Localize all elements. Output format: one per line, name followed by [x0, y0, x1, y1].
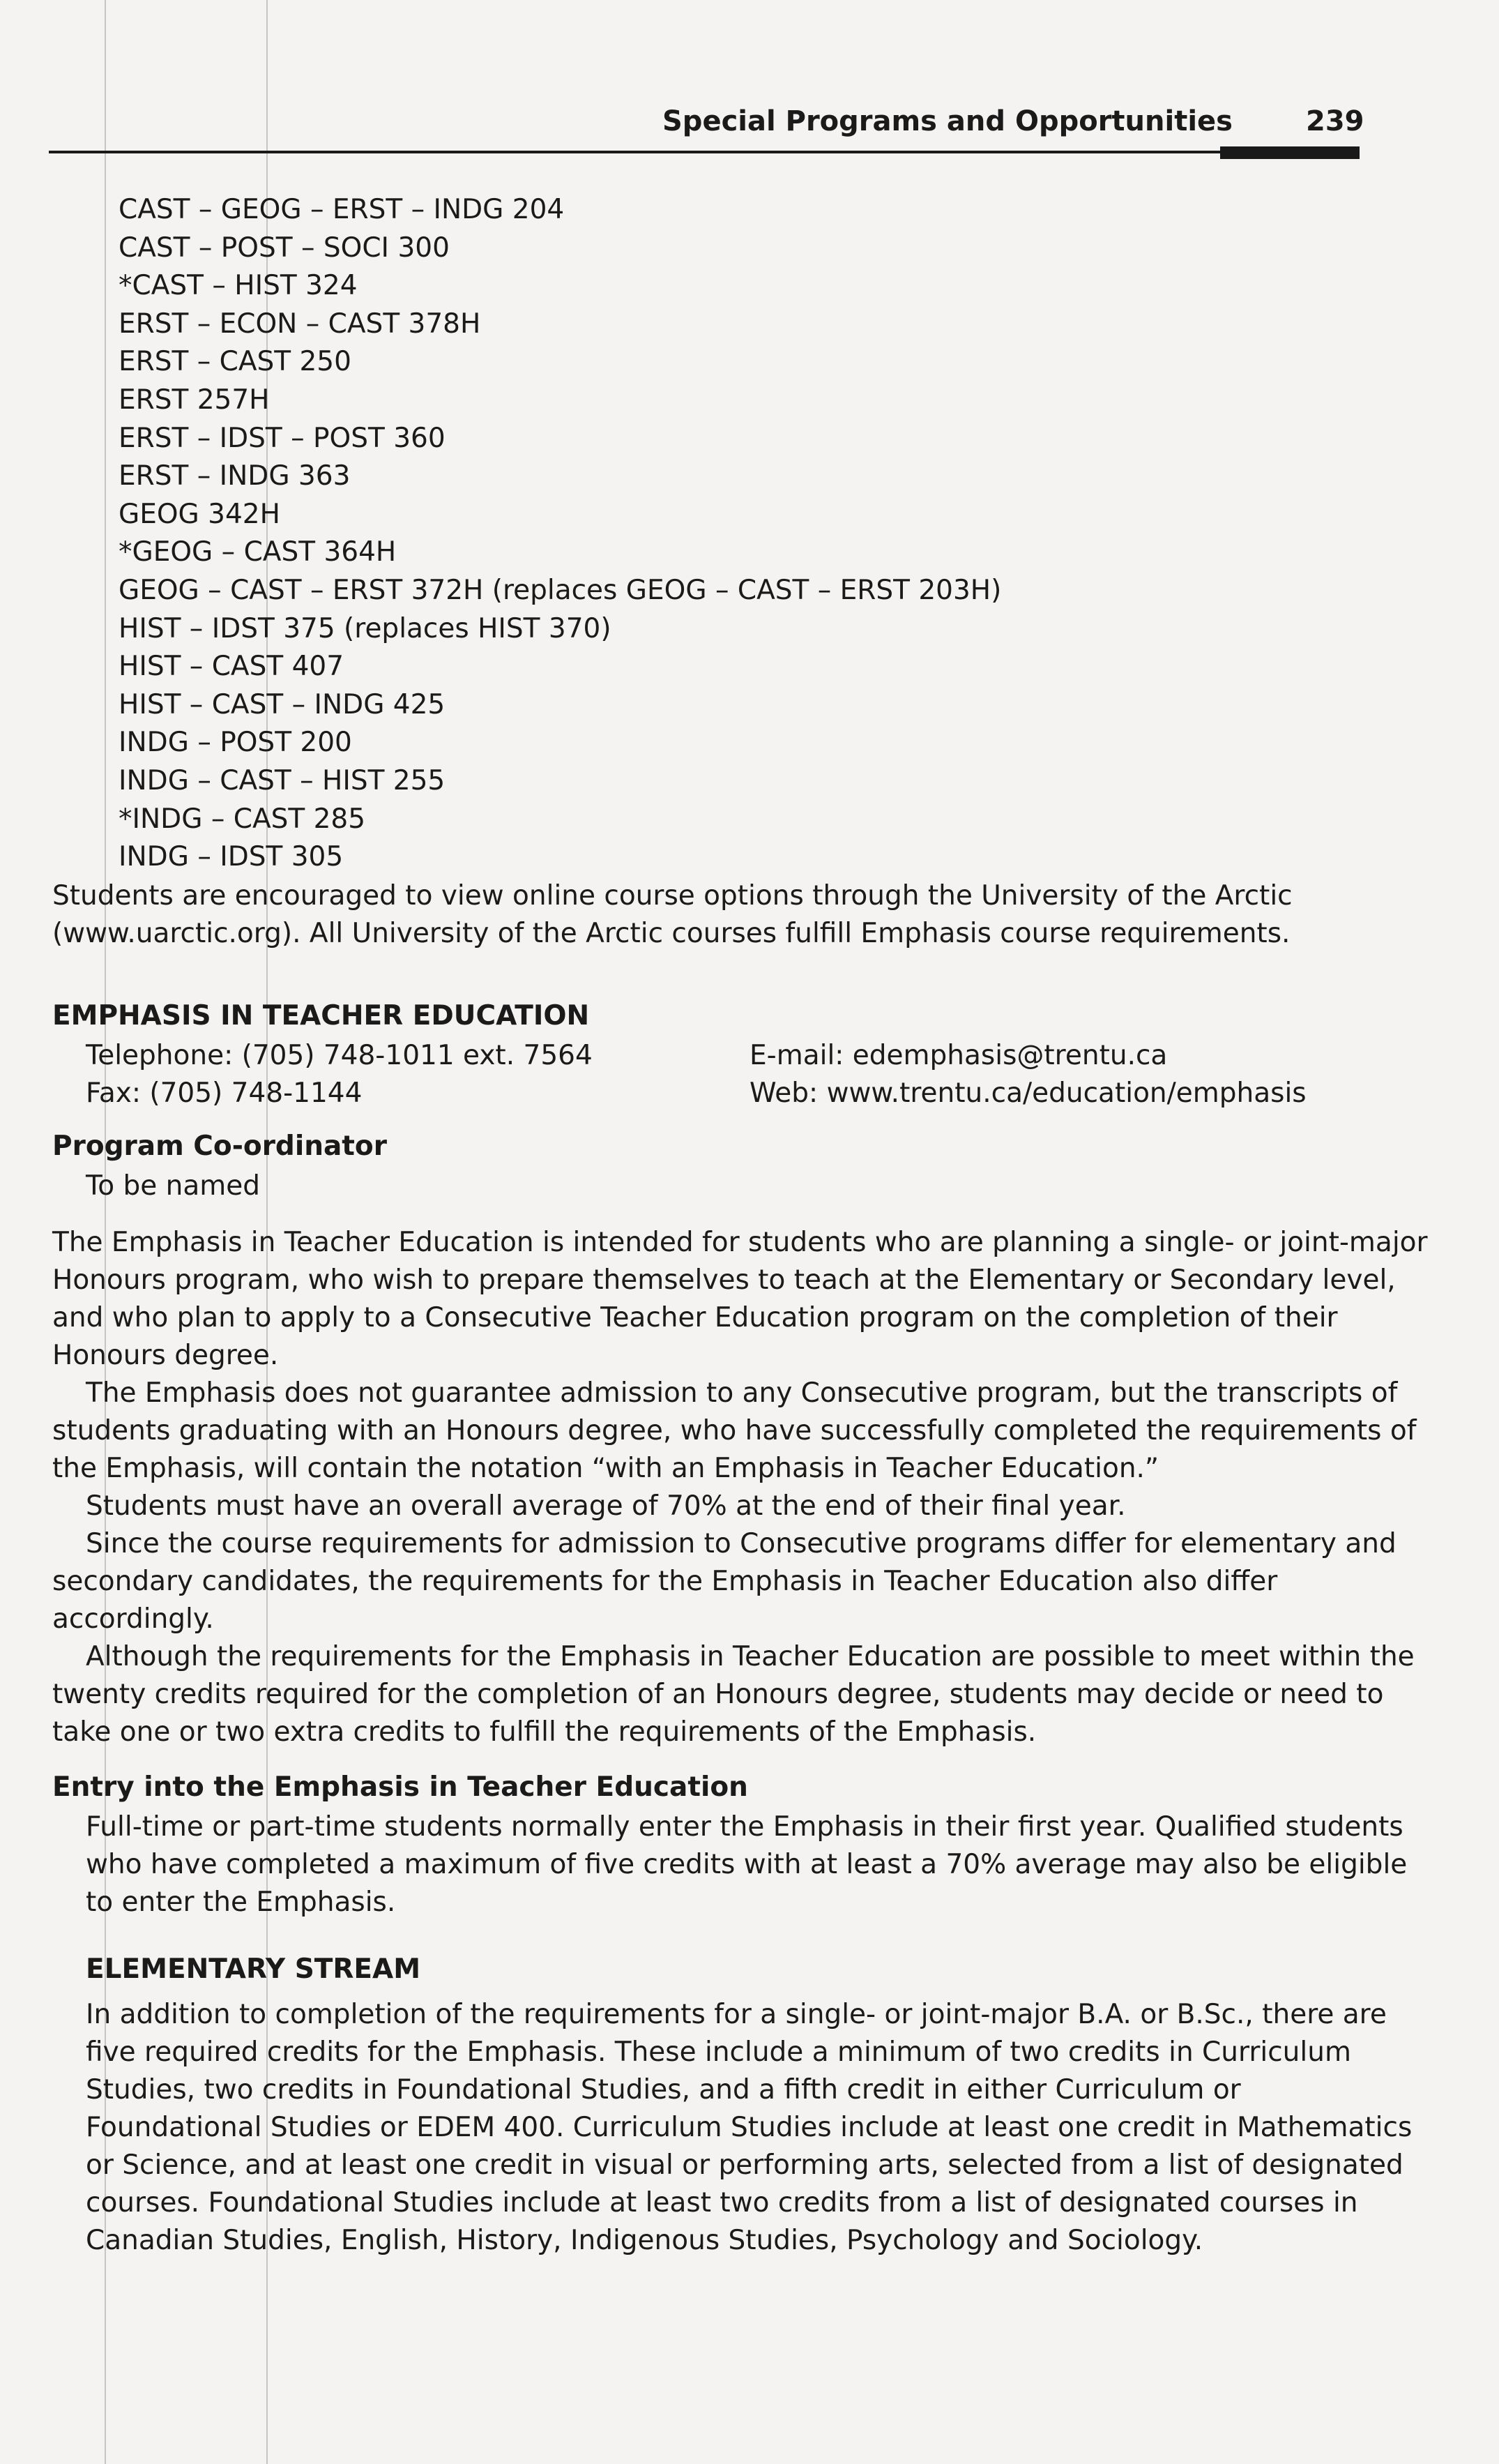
list-item: ERST 257H: [119, 384, 270, 416]
paragraph-line: the Emphasis, will contain the notation “with an Emphasis in Teacher Education.”: [52, 1453, 1159, 1484]
running-head-title: Special Programs and Opportunities: [662, 105, 1233, 137]
paragraph-line: twenty credits required for the completion of an Honours degree, students may decide or need to: [52, 1679, 1384, 1710]
coordinator-heading: Program Co-ordinator: [52, 1131, 387, 1162]
paragraph-line: to enter the Emphasis.: [86, 1887, 396, 1918]
telephone-text: Telephone: (705) 748-1011 ext. 7564: [86, 1040, 593, 1071]
paragraph-line: Honours degree.: [52, 1340, 279, 1371]
list-item: CAST – GEOG – ERST – INDG 204: [119, 194, 565, 225]
paragraph-extra-credits: [52, 1638, 1415, 1751]
header-rule: [49, 151, 1360, 153]
list-item: *GEOG – CAST 364H: [119, 536, 397, 568]
paragraph-line: students graduating with an Honours degree, who have successfully completed the requirements of: [52, 1415, 1417, 1446]
list-item: ERST – INDG 363: [119, 460, 351, 492]
paragraph-line: Full-time or part-time students normally enter the Emphasis in their first year. Qualified students: [86, 1811, 1403, 1843]
paragraph-line: take one or two extra credits to fulfill the requirements of the Emphasis.: [52, 1716, 1037, 1748]
list-item: ERST – IDST – POST 360: [119, 422, 446, 454]
header-rule-accent: [1220, 146, 1360, 159]
list-item: HIST – CAST 407: [119, 651, 344, 683]
list-item: CAST – POST – SOCI 300: [119, 232, 450, 264]
paragraph-line: five required credits for the Emphasis. These include a minimum of two credits in Curriculum: [86, 2036, 1351, 2068]
paragraph-line: courses. Foundational Studies include at least two credits from a list of designated courses in: [86, 2187, 1358, 2219]
paragraph-line: Canadian Studies, English, History, Indigenous Studies, Psychology and Sociology.: [86, 2225, 1203, 2256]
list-item: INDG – CAST – HIST 255: [119, 764, 446, 796]
paragraph-line: Students must have an overall average of 70% at the end of their final year.: [86, 1490, 1126, 1522]
arctic-note-line: Students are encouraged to view online course options through the University of the Arctic: [52, 880, 1293, 912]
arctic-note-line: (www.uarctic.org). All University of the Arctic courses fulfill Emphasis course requirements.: [52, 918, 1291, 949]
list-item: *INDG – CAST 285: [119, 803, 366, 835]
entry-heading: Entry into the Emphasis in Teacher Education: [52, 1771, 748, 1803]
paragraph-line: Since the course requirements for admission to Consecutive programs differ for elementary and: [86, 1528, 1397, 1559]
paragraph-intro: [52, 1224, 1428, 1375]
paragraph-elementary: [86, 1996, 1413, 2260]
page-header: [49, 101, 1364, 153]
section-heading-elementary: ELEMENTARY STREAM: [86, 1953, 421, 1985]
list-item: *CAST – HIST 324: [119, 270, 358, 302]
list-item: INDG – IDST 305: [119, 841, 344, 873]
paragraph-line: and who plan to apply to a Consecutive Teacher Education program on the completion of their: [52, 1302, 1338, 1333]
paragraph-line: secondary candidates, the requirements for the Emphasis in Teacher Education also differ: [52, 1566, 1278, 1597]
list-item: INDG – POST 200: [119, 727, 352, 759]
list-item: ERST – CAST 250: [119, 346, 351, 378]
paragraph-entry: [86, 1808, 1408, 1921]
web-text: Web: www.trentu.ca/education/emphasis: [750, 1078, 1307, 1109]
coordinator-name: To be named: [86, 1170, 260, 1202]
paragraph-line: In addition to completion of the requirements for a single- or joint-major B.A. or B.Sc., there are: [86, 1999, 1387, 2030]
paragraph-line: or Science, and at least one credit in visual or performing arts, selected from a list of designated: [86, 2149, 1403, 2181]
paragraph-line: who have completed a maximum of five credits with at least a 70% average may also be eligible: [86, 1849, 1408, 1880]
paragraph-average: [52, 1488, 1363, 1525]
paragraph-line: Honours program, who wish to prepare themselves to teach at the Elementary or Secondary level,: [52, 1264, 1396, 1296]
list-item: HIST – CAST – INDG 425: [119, 688, 446, 720]
list-item: GEOG 342H: [119, 498, 280, 530]
fax-text: Fax: (705) 748-1144: [86, 1078, 363, 1109]
list-item: ERST – ECON – CAST 378H: [119, 308, 481, 340]
paragraph-line: The Emphasis does not guarantee admission to any Consecutive program, but the transcripts of: [86, 1377, 1398, 1409]
paragraph-line: Although the requirements for the Emphasis in Teacher Education are possible to meet within the: [86, 1641, 1415, 1672]
list-item: HIST – IDST 375 (replaces HIST 370): [119, 612, 611, 644]
list-item: GEOG – CAST – ERST 372H (replaces GEOG – CAST – ERST 203H): [119, 574, 1002, 606]
paragraph-line: Foundational Studies or EDEM 400. Curriculum Studies include at least one credit in Mathematics: [86, 2112, 1413, 2143]
course-list: [119, 191, 1001, 877]
email-text: E-mail: edemphasis@trentu.ca: [750, 1040, 1168, 1071]
paragraph-line: accordingly.: [52, 1603, 214, 1635]
paragraph-requirements-differ: [52, 1525, 1397, 1638]
paragraph-line: Studies, two credits in Foundational Studies, and a fifth credit in either Curriculum or: [86, 2074, 1241, 2106]
paragraph-admission: [52, 1375, 1417, 1488]
paragraph-line: The Emphasis in Teacher Education is intended for students who are planning a single- or joint-major: [52, 1227, 1428, 1258]
section-heading-emphasis: EMPHASIS IN TEACHER EDUCATION: [52, 1000, 590, 1031]
page-number: 239: [1306, 105, 1364, 137]
